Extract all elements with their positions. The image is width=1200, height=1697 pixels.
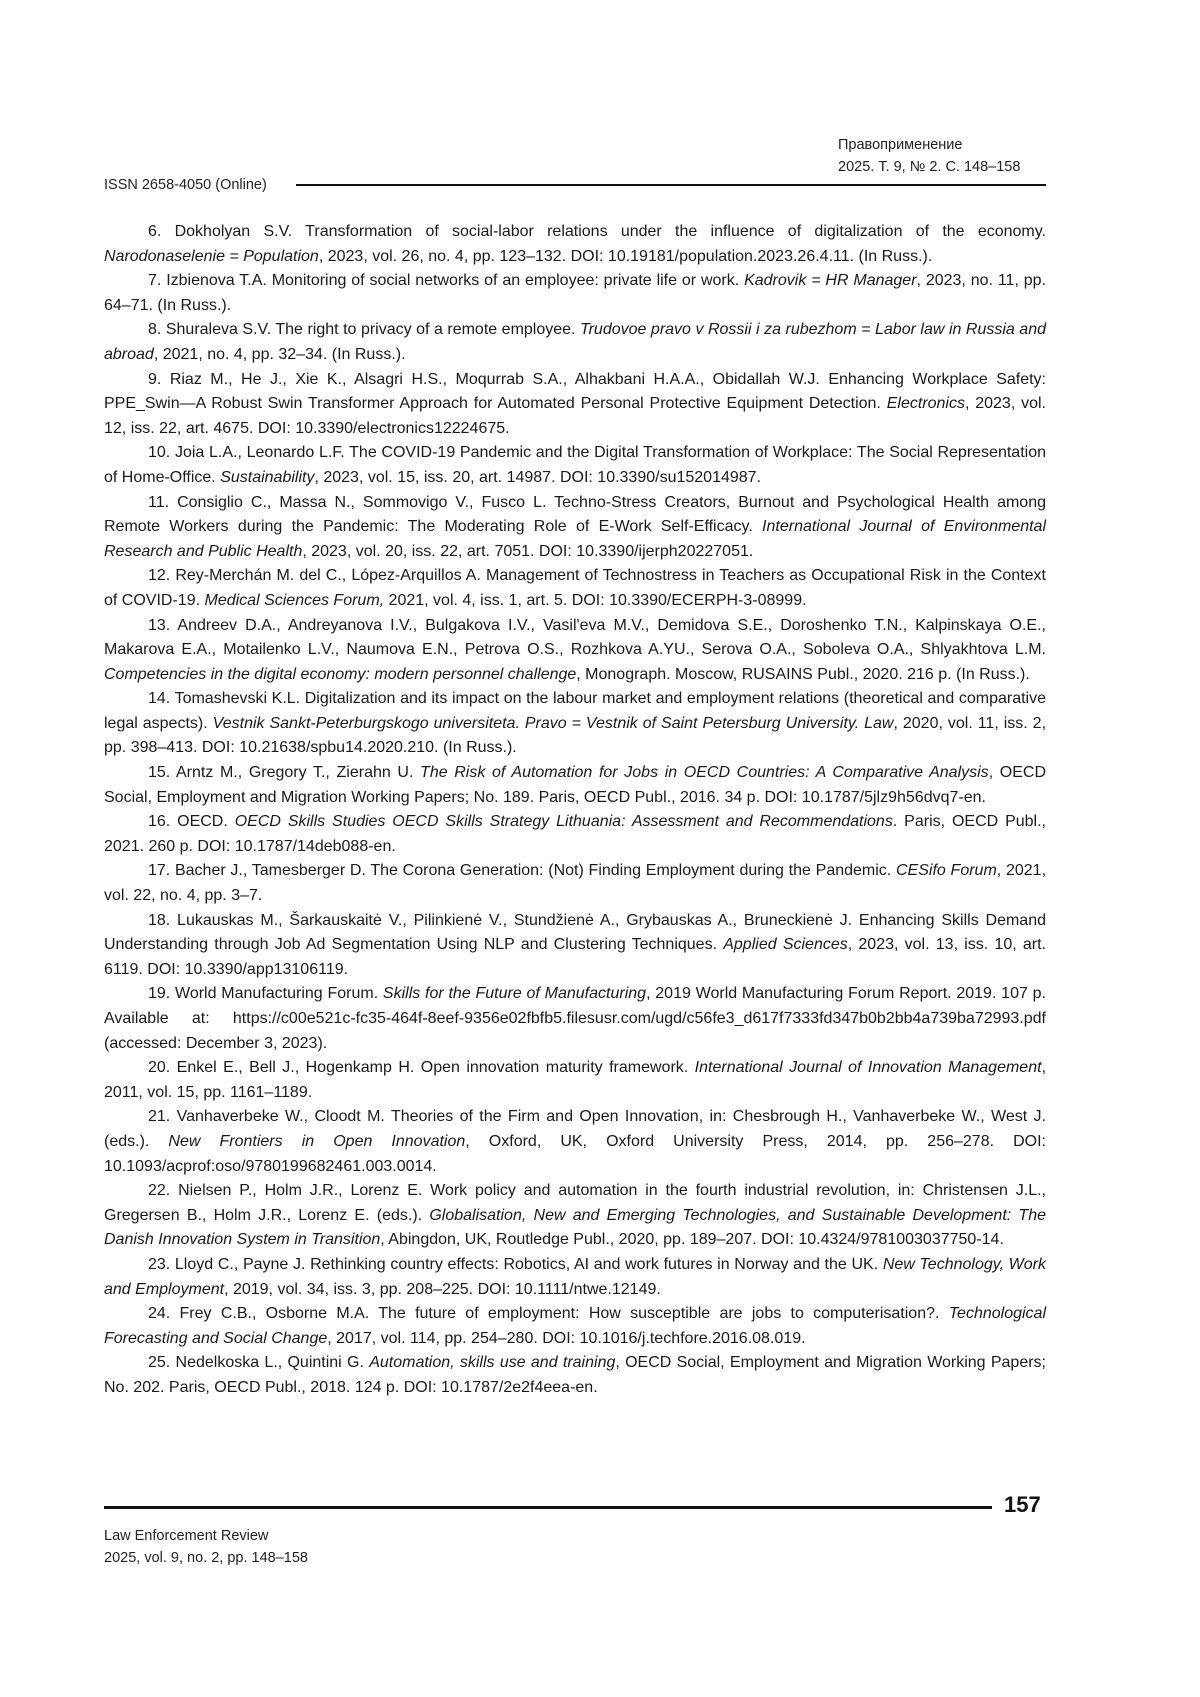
reference-text: , 2023, vol. 15, iss. 20, art. 14987. DOI: 10.3390/su152014987. (314, 469, 761, 486)
reference-text: , OECD Social, Employment and Migration Working Papers; No. 202. Paris, OECD Publ., 2018. 124 p. DOI: 10.1787/2e2f4eea-en. (104, 1354, 1046, 1396)
reference-text: 25. Nedelkoska L., Quintini G. (148, 1354, 369, 1371)
reference-item (104, 441, 1046, 490)
header-divider (296, 184, 1046, 186)
reference-text: 17. Bacher J., Tamesberger D. The Corona Generation: (Not) Finding Employment during the Pandemic. (148, 862, 896, 879)
reference-source: Electronics (887, 395, 965, 412)
citation-ru: 2025. Т. 9, № 2. С. 148–158 (838, 156, 1020, 178)
reference-text: 19. World Manufacturing Forum. (148, 985, 383, 1002)
reference-text: , 2023, vol. 12, iss. 22, art. 4675. DOI: 10.3390/electronics12224675. (104, 395, 1046, 437)
reference-item (104, 761, 1046, 810)
reference-source: OECD Skills Studies OECD Skills Strategy Lithuania: Assessment and Recommendations (235, 813, 893, 830)
reference-source: International Journal of Environmental Research and Public Health (104, 518, 1046, 560)
reference-source: Narodonaselenie = Population (104, 248, 319, 265)
reference-text: , 2011, vol. 15, pp. 1161–1189. (104, 1059, 1046, 1101)
reference-text: , 2020, vol. 11, iss. 2, pp. 398–413. DOI: 10.21638/spbu14.2020.210. (In Russ.). (104, 715, 1046, 757)
reference-text: 14. Tomashevski K.L. Digitalization and its impact on the labour market and employment relations (theoretical and comparative legal aspects). (104, 690, 1046, 732)
reference-item (104, 810, 1046, 859)
reference-text: . Paris, OECD Publ., 2021. 260 p. DOI: 10.1787/14deb088-en. (104, 813, 1046, 855)
reference-text: , Monograph. Moscow, RUSAINS Publ., 2020. 216 p. (In Russ.). (576, 666, 1030, 683)
reference-item (104, 909, 1046, 983)
reference-source: Trudovoe pravo v Rossii i za rubezhom = Labor law in Russia and abroad (104, 321, 1046, 363)
reference-text: 15. Arntz M., Gregory T., Zierahn U. (148, 764, 420, 781)
reference-item (104, 269, 1046, 318)
reference-text: 7. Izbienova T.A. Monitoring of social networks of an employee: private life or work. (148, 272, 744, 289)
reference-source: Applied Sciences (723, 936, 848, 953)
reference-item (104, 564, 1046, 613)
reference-text: 24. Frey C.B., Osborne M.A. The future of employment: How susceptible are jobs to computerisation?. (148, 1305, 949, 1322)
reference-source: New Frontiers in Open Innovation (168, 1133, 465, 1150)
reference-text: 21. Vanhaverbeke W., Cloodt M. Theories of the Firm and Open Innovation, in: Chesbrough H., Vanhaverbeke W., West J. (eds.). (104, 1108, 1046, 1150)
reference-text: 10. Joia L.A., Leonardo L.F. The COVID-19 Pandemic and the Digital Transformation of Workplace: The Social Representation of Home-Office. (104, 444, 1046, 486)
footer-divider (104, 1506, 992, 1509)
issn: ISSN 2658-4050 (Online) (104, 177, 267, 193)
reference-text: 23. Lloyd C., Payne J. Rethinking country effects: Robotics, AI and work futures in Norway and the UK. (148, 1256, 883, 1273)
reference-text: 2021, vol. 4, iss. 1, art. 5. DOI: 10.3390/ECERPH-3-08999. (384, 592, 806, 609)
reference-item (104, 1302, 1046, 1351)
citation-en: 2025, vol. 9, no. 2, pp. 148–158 (104, 1547, 308, 1569)
reference-item (104, 859, 1046, 908)
reference-source: Technological Forecasting and Social Change (104, 1305, 1046, 1347)
reference-item (104, 368, 1046, 442)
reference-text: 11. Consiglio C., Massa N., Sommovigo V., Fusco L. Techno-Stress Creators, Burnout and Psychological Health among Remote Workers during the Pandemic: The Moderating Role of E-Work Self-Efficacy. (104, 494, 1046, 536)
journal-title-ru: Правоприменение (838, 134, 1020, 156)
reference-source: Kadrovik = HR Manager (744, 272, 916, 289)
reference-item (104, 1351, 1046, 1400)
reference-text: 22. Nielsen P., Holm J.R., Lorenz E. Work policy and automation in the fourth industrial revolution, in: Christensen J.L., Gregersen B., Holm J.R., Lorenz E. (eds.). (104, 1182, 1046, 1224)
reference-text: , 2019 World Manufacturing Forum Report. 2019. 107 p. Available at: https://c00e521c-fc35-464f-8eef-9356e02fbfb5.filesusr.com/ugd/c56fe3_d617f7333fd347b0b2bb4a739ba72993.pdf (accessed: December 3, 2023). (104, 985, 1046, 1051)
reference-text: , 2021, vol. 22, no. 4, pp. 3–7. (104, 862, 1046, 904)
reference-text: 16. OECD. (148, 813, 235, 830)
reference-text: , Abingdon, UK, Routledge Publ., 2020, pp. 189–207. DOI: 10.4324/9781003037750-14. (380, 1231, 1004, 1248)
reference-text: , Oxford, UK, Oxford University Press, 2014, pp. 256–278. DOI: 10.1093/acprof:oso/9780199682461.003.0014. (104, 1133, 1046, 1175)
reference-text: 20. Enkel E., Bell J., Hogenkamp H. Open innovation maturity framework. (148, 1059, 695, 1076)
reference-text: , 2017, vol. 114, pp. 254–280. DOI: 10.1016/j.techfore.2016.08.019. (327, 1330, 805, 1347)
reference-item (104, 687, 1046, 761)
reference-item (104, 614, 1046, 688)
reference-text: , 2023, vol. 20, iss. 22, art. 7051. DOI: 10.3390/ijerph20227051. (302, 543, 753, 560)
reference-text: 9. Riaz M., He J., Xie K., Alsagri H.S., Moqurrab S.A., Alhakbani H.A.A., Obidallah W.J. Enhancing Workplace Safety: PPE_Swin—A Robust Swin Transformer Approach for Automated Personal Protective Equipment Detection. (104, 371, 1046, 413)
reference-source: Vestnik Sankt-Peterburgskogo universiteta. Pravo = Vestnik of Saint Petersburg University. Law (213, 715, 894, 732)
reference-source: The Risk of Automation for Jobs in OECD Countries: A Comparative Analysis (420, 764, 989, 781)
reference-text: 12. Rey-Merchán M. del C., López-Arquillos A. Management of Technostress in Teachers as Occupational Risk in the Context of COVID-19. (104, 567, 1046, 609)
running-footer (104, 1525, 308, 1569)
reference-source: Sustainability (220, 469, 314, 486)
reference-text: 8. Shuraleva S.V. The right to privacy of a remote employee. (148, 321, 580, 338)
reference-source: CESifo Forum (896, 862, 997, 879)
reference-item (104, 1056, 1046, 1105)
reference-item (104, 982, 1046, 1056)
reference-source: Skills for the Future of Manufacturing (383, 985, 646, 1002)
reference-item (104, 220, 1046, 269)
reference-list (104, 220, 1046, 1401)
reference-text: 13. Andreev D.A., Andreyanova I.V., Bulgakova I.V., Vasil'eva M.V., Demidova S.E., Doroshenko T.N., Kalpinskaya O.E., Makarova E.A., Motailenko L.V., Naumova E.N., Petrova O.S., Rozhkova A.YU., Serova O.A., Soboleva O.A., Shlyakhtova L.M. (104, 617, 1046, 659)
reference-source: Globalisation, New and Emerging Technologies, and Sustainable Development: The Danish Innovation System in Transition (104, 1207, 1046, 1249)
reference-source: International Journal of Innovation Management (695, 1059, 1042, 1076)
reference-text: 18. Lukauskas M., Šarkauskaitė V., Pilinkienė V., Stundžienė A., Grybauskas A., Bruneckienė J. Enhancing Skills Demand Understanding through Job Ad Segmentation Using NLP and Clustering Techniques. (104, 912, 1046, 954)
running-header (838, 134, 1020, 178)
reference-source: New Technology, Work and Employment (104, 1256, 1046, 1298)
reference-item (104, 1105, 1046, 1179)
journal-title-en: Law Enforcement Review (104, 1525, 308, 1547)
reference-item (104, 318, 1046, 367)
reference-item (104, 491, 1046, 565)
page-number: 157 (1004, 1492, 1041, 1518)
reference-text: , 2019, vol. 34, iss. 3, pp. 208–225. DOI: 10.1111/ntwe.12149. (224, 1281, 661, 1298)
reference-text: , 2023, vol. 26, no. 4, pp. 123–132. DOI: 10.19181/population.2023.26.4.11. (In Russ.). (319, 248, 932, 265)
reference-text: , 2023, no. 11, pp. 64–71. (In Russ.). (104, 272, 1046, 314)
reference-text: , 2023, vol. 13, iss. 10, art. 6119. DOI: 10.3390/app13106119. (104, 936, 1046, 978)
reference-source: Automation, skills use and training (369, 1354, 615, 1371)
reference-text: , OECD Social, Employment and Migration Working Papers; No. 189. Paris, OECD Publ., 2016. 34 p. DOI: 10.1787/5jlz9h56dvq7-en. (104, 764, 1046, 806)
reference-source: Medical Sciences Forum, (204, 592, 384, 609)
reference-item (104, 1253, 1046, 1302)
reference-text: , 2021, no. 4, pp. 32–34. (In Russ.). (154, 346, 406, 363)
reference-source: Competencies in the digital economy: modern personnel challenge (104, 666, 576, 683)
reference-text: 6. Dokholyan S.V. Transformation of social-labor relations under the influence of digitalization of the economy. (148, 223, 1046, 240)
reference-item (104, 1179, 1046, 1253)
